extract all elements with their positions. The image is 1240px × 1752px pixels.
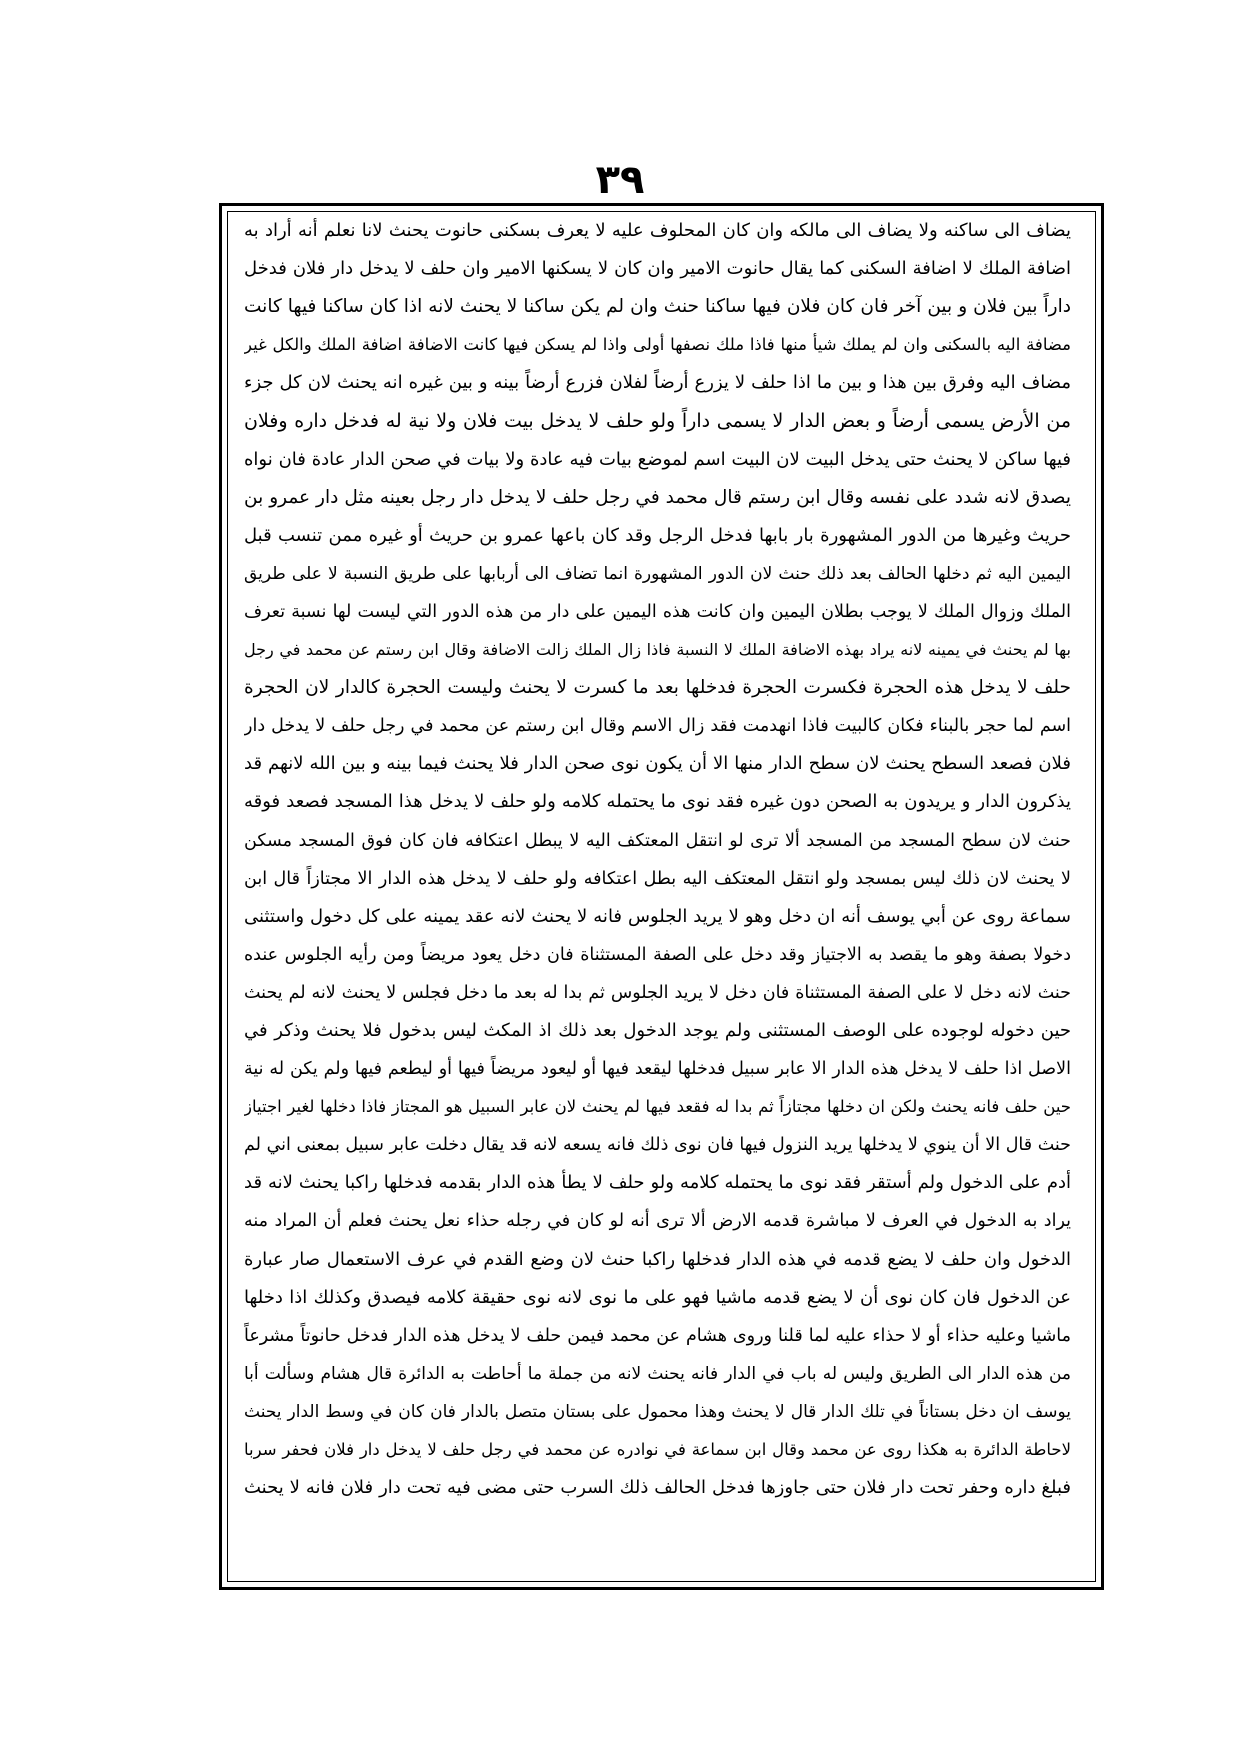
text-line: حين حلف فانه يحنث ولكن ان دخلها مجتازاً ثم بدا له فقعد فيها لم يحنث لان عابر السبيل هو المجتاز فاذا دخلها لغير اجتياز [244, 1097, 1071, 1117]
text-line: عن الدخول فان كان نوى أن لا يضع قدمه ماشيا فهو على ما نوى لانه نوى حقيقة كلامه فيصدق وكذلك اذا دخلها [244, 1286, 1071, 1308]
text-line: لاحاطة الدائرة به هكذا روى عن محمد وقال ابن سماعة في نوادره عن محمد في رجل حلف لا يدخل دار فلان فحفر سربا [244, 1440, 1071, 1459]
text-line: الاصل اذا حلف لا يدخل هذه الدار الا عابر سبيل فدخلها ليقعد فيها أو ليعود مريضاً فيها أو ليطعم فيها ولم يكن له نية [244, 1059, 1071, 1080]
text-line: الدخول وان حلف لا يضع قدمه في هذه الدار فدخلها راكبا حنث لان وضع القدم في عرف الاستعمال صار عبارة [244, 1248, 1071, 1270]
text-line: فلان فصعد السطح يحنث لان سطح الدار منها الا أن يكون نوى صحن الدار فلا يحنث فيما بينه و بين الله لانهم قد [244, 753, 1071, 775]
text-line: الملك وزوال الملك لا يوجب بطلان اليمين وان كانت هذه اليمين على دار من هذه الدور التي ليست لها نسبة تعرف [244, 601, 1071, 622]
text-line: لا يحنث لان ذلك ليس بمسجد ولو انتقل المعتكف اليه بطل اعتكافه ولو حلف لا يدخل هذه الدار الا مجتازاً قال ابن [244, 868, 1071, 889]
text-line: حنث لان سطح المسجد من المسجد ألا ترى لو انتقل المعتكف اليه لا يبطل اعتكافه فان كان فوق المسجد مسكن [244, 830, 1071, 851]
text-frame [219, 203, 1104, 1590]
text-line: بها لم يحنث في يمينه لانه يراد بهذه الاضافة الملك لا النسبة فاذا زال الملك زالت الاضافة وقال ابن رستم عن محمد في رجل [244, 640, 1071, 660]
text-line: حلف لا يدخل هذه الحجرة فكسرت الحجرة فدخلها بعد ما كسرت لا يحنث وليست الحجرة كالدار لان الحجرة [244, 677, 1071, 699]
text-body [244, 212, 1071, 1507]
text-line: ماشيا وعليه حذاء أو لا حذاء عليه لما قلنا وروى هشام عن محمد فيمن حلف لا يدخل هذه الدار فدخل حانوتاً مشرعاً [244, 1325, 1071, 1346]
text-line: حنث قال الا أن ينوي لا يدخلها يريد النزول فيها فان نوى ذلك فانه يسعه لانه قد يقال دخلت عابر سبيل بمعنى اني لم [244, 1135, 1071, 1156]
text-line: مضافة اليه بالسكنى وان لم يملك شيأ منها فاذا ملك نصفها أولى واذا لم يسكن فيها كانت الاضافة اضافة الملك والكل غير [244, 335, 1071, 355]
text-line: من الأرض يسمى أرضاً و بعض الدار لا يسمى داراً ولو حلف لا يدخل بيت فلان ولا نية له فدخل داره وفلان [244, 410, 1071, 433]
text-line: اسم لما حجر بالبناء فكان كالبيت فاذا انهدمت فقد زال الاسم وقال ابن رستم عن محمد في رجل حلف لا يدخل دار [244, 716, 1071, 737]
text-line: يوسف ان دخل بستاناً في تلك الدار قال لا يحنث وهذا محمول على بستان متصل بالدار فان كان في وسط الدار يحنث [244, 1401, 1071, 1422]
text-line: يضاف الى ساكنه ولا يضاف الى مالكه وان كان المحلوف عليه لا يعرف بسكنى حانوت يحنث لانا نعلم أنه أراد به [244, 220, 1071, 241]
text-line: يذكرون الدار و يريدون به الصحن دون غيره فقد نوى ما يحتمله كلامه ولو حلف لا يدخل هذا المسجد فصعد فوقه [244, 791, 1071, 813]
text-line: يراد به الدخول في العرف لا مباشرة قدمه الارض ألا ترى أنه لو كان في رجله حذاء نعل يحنث فعلم أن المراد منه [244, 1211, 1071, 1232]
text-line: فيها ساكن لا يحنث حتى يدخل البيت لان البيت اسم لموضع بيات فيه عادة ولا بيات في صحن الدار عادة فان نواه [244, 448, 1071, 470]
text-line: دخولا بصفة وهو ما يقصد به الاجتياز وقد دخل على الصفة المستثناة فان دخل يعود مريضاً ومن رأيه الجلوس عنده [244, 944, 1071, 965]
text-line: حريث وغيرها من الدور المشهورة بار بابها فدخل الرجل وقد كان باعها عمرو بن حريث أو غيره ممن تنسب قبل [244, 524, 1071, 546]
text-line: أدم على الدخول ولم أستقر فقد نوى ما يحتمله كلامه ولو حلف لا يطأ هذه الدار بقدمه فدخلها راكبا يحنث لانه قد [244, 1172, 1071, 1194]
text-line: حين دخوله لوجوده على الوصف المستثنى ولم يوجد الدخول بعد ذلك اذ المكث ليس بدخول فلا يحنث وذكر في [244, 1019, 1071, 1041]
text-line: اليمين اليه ثم دخلها الحالف بعد ذلك حنث لان الدور المشهورة انما تضاف الى أربابها على طريق النسبة لا على طريق [244, 563, 1071, 584]
text-line: مضاف اليه وفرق بين هذا و بين ما اذا حلف لا يزرع أرضاً لفلان فزرع أرضاً بينه و بين غيره انه يحنث لان كل جزء [244, 372, 1071, 394]
text-line: يصدق لانه شدد على نفسه وقال ابن رستم قال محمد في رجل حلف لا يدخل دار رجل بعينه مثل دار عمرو بن [244, 486, 1071, 508]
text-line: فبلغ داره وحفر تحت دار فلان حتى جاوزها فدخل الحالف ذلك السرب حتى مضى فيه تحت دار فلان فانه لا يحنث [244, 1477, 1071, 1499]
text-line: حنث لانه دخل لا على الصفة المستثناة فان دخل لا يريد الجلوس ثم بدا له بعد ما دخل فجلس لا يحنث لانه لم يحنث [244, 982, 1071, 1003]
page-number: ٣٩ [595, 157, 645, 203]
text-line: اضافة الملك لا اضافة السكنى كما يقال حانوت الامير وان كان لا يسكنها الامير وان حلف لا يدخل دار فلان فدخل [244, 258, 1071, 280]
text-line: سماعة روى عن أبي يوسف أنه ان دخل وهو لا يريد الجلوس فانه لا يحنث لانه عقد يمينه على كل دخول واستثنى [244, 905, 1071, 927]
text-line: داراً بين فلان و بين آخر فان كان فلان فيها ساكنا حنث وان لم يكن ساكنا لا يحنث لانه اذا كان ساكنا فيها كانت [244, 296, 1071, 318]
text-line: من هذه الدار الى الطريق وليس له باب في الدار فانه يحنث لانه من جملة ما أحاطت به الدائرة قال هشام وسألت أبا [244, 1363, 1071, 1384]
